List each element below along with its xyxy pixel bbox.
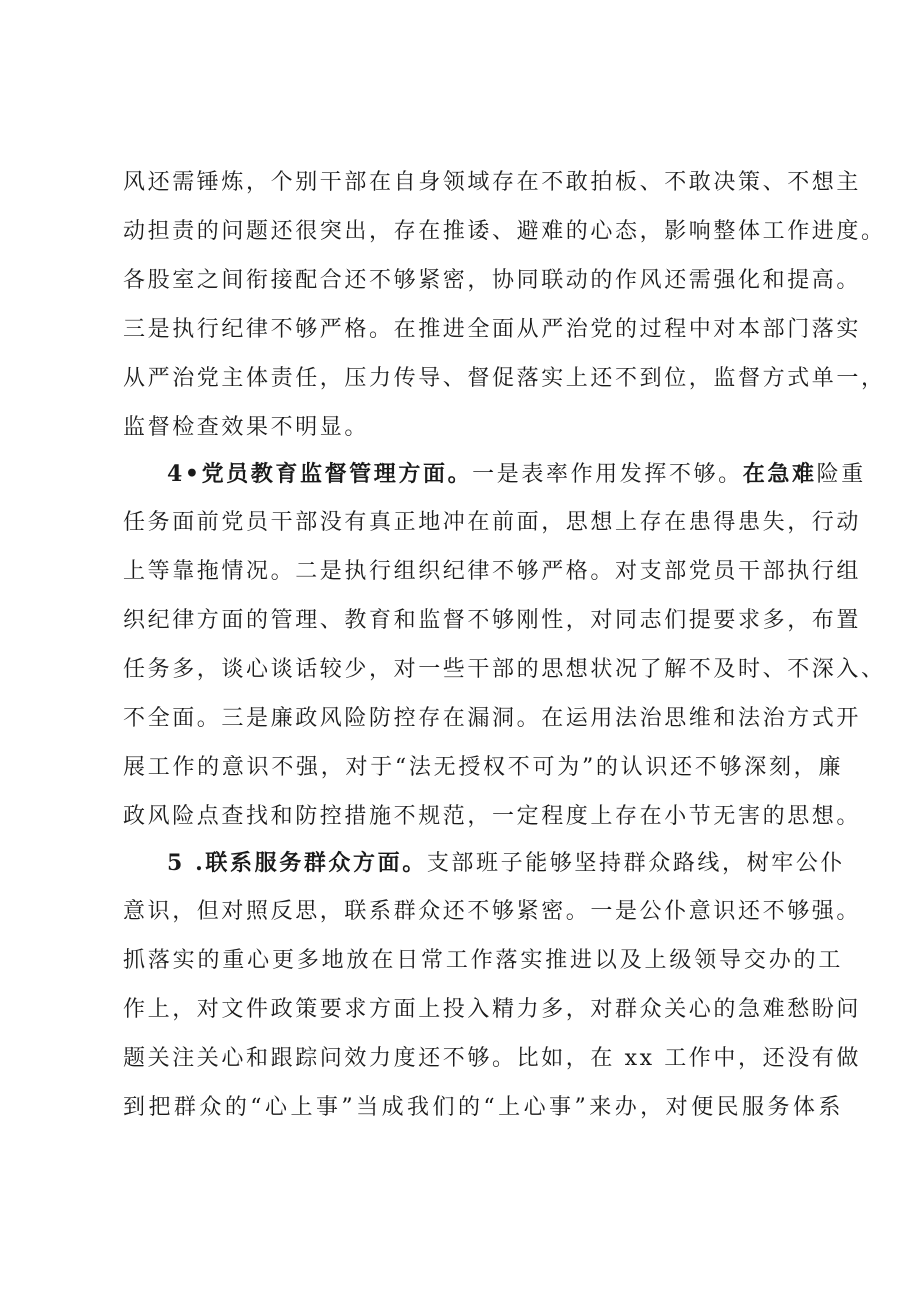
text-line (167, 451, 866, 497)
text-run: 不全面。三是廉政风险防控存在漏洞。在运用法治思维和法治方式开 (123, 706, 862, 731)
text-line (167, 840, 846, 886)
text-run: 织纪律方面的管理、教育和监督不够刚性，对同志们提要求多，布置 (123, 608, 862, 633)
text-run-bold: 在急难 (742, 461, 817, 487)
text-line (123, 1036, 862, 1082)
text-run: 从严治党主体责任，压力传导、督促落实上还不到位，监督方式单一， (123, 366, 886, 391)
text-run: 抓落实的重心更多地放在日常工作落实推进以及上级领导交办的工 (123, 948, 843, 973)
text-run: 展工作的意识不强，对于“法无授权不可为”的认识还不够深刻，廉 (123, 755, 843, 780)
text-line (123, 987, 862, 1033)
text-run: 意识，但对照反思，联系群众还不够紧密。一是公仆意识还不够强。 (123, 899, 862, 924)
text-run: 风还需锤炼，个别干部在自身领域存在不敢拍板、不敢决策、不想主 (123, 170, 862, 195)
text-run: 各股室之间衔接配合还不够紧密，协同联动的作风还需强化和提高。 (123, 268, 862, 293)
text-line (123, 1085, 843, 1131)
text-run: 任务面前党员干部没有真正地冲在前面，思想上存在患得患失，行动 (123, 510, 862, 535)
text-run: 监督检查效果不明显。 (123, 415, 370, 440)
text-line (123, 696, 862, 742)
text-line (123, 209, 886, 255)
section-heading: 5 .联系服务群众方面。 (167, 850, 427, 876)
text-run: 险重 (816, 462, 866, 487)
text-line (123, 258, 862, 304)
text-line (123, 889, 862, 935)
text-line (123, 745, 843, 791)
text-run: 到把群众的“心上事”当成我们的“上心事”来办，对便民服务体系 (123, 1095, 843, 1120)
text-line (123, 307, 862, 353)
text-run: 动担责的问题还很突出，存在推诿、避难的心态，影响整体工作进度。 (123, 219, 886, 244)
text-run: 作上，对文件政策要求方面上投入精力多，对群众关心的急难愁盼问 (123, 997, 862, 1022)
text-line (123, 647, 886, 693)
section-heading: 4•党员教育监督管理方面。 (167, 461, 473, 487)
text-line (123, 356, 886, 402)
text-run: 任务多，谈心谈话较少，对一些干部的思想状况了解不及时、不深入、 (123, 657, 886, 682)
text-run: 题关注关心和跟踪问效力度还不够。比如，在 xx 工作中，还没有做 (123, 1046, 862, 1071)
text-run: 政风险点查找和防控措施不规范，一定程度上存在小节无害的思想。 (123, 804, 862, 829)
text-run: 三是执行纪律不够严格。在推进全面从严治党的过程中对本部门落实 (123, 317, 862, 342)
text-line (123, 938, 843, 984)
text-line (123, 794, 862, 840)
text-line (123, 160, 862, 206)
text-line (123, 405, 843, 451)
text-line (123, 500, 862, 546)
text-line (123, 549, 862, 595)
text-run: 上等靠拖情况。二是执行组织纪律不够严格。对支部党员干部执行组 (123, 559, 862, 584)
text-line (123, 598, 862, 644)
text-run: 支部班子能够坚持群众路线，树牢公仆 (426, 851, 846, 876)
text-run: 一是表率作用发挥不够。 (472, 462, 743, 487)
